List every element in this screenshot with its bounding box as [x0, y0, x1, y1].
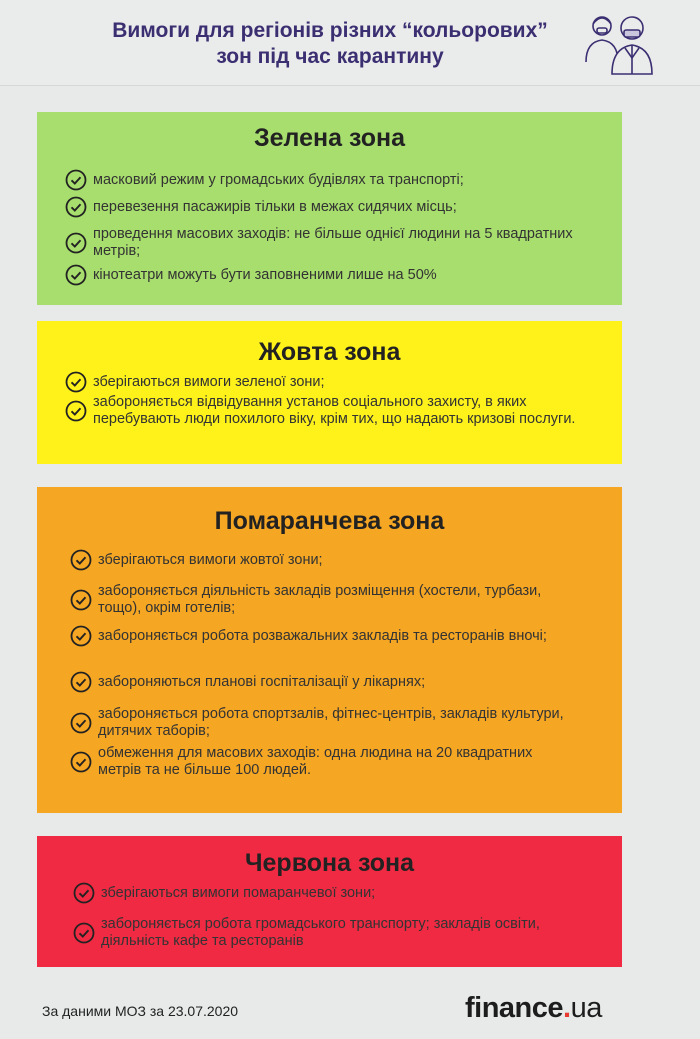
- list-item: [70, 549, 590, 571]
- item-text: кінотеатри можуть бути заповненими лише на 50%: [93, 266, 437, 283]
- logo-part2: ua: [570, 992, 602, 1024]
- item-text: забороняються планові госпіталізації у лікарнях;: [98, 673, 426, 690]
- check-icon: [70, 751, 92, 773]
- item-text: зберігаються вимоги помаранчевої зони;: [101, 884, 376, 901]
- page-title: [60, 18, 600, 70]
- yellow-zone: [37, 321, 622, 464]
- item-text: забороняється робота спортзалів, фітнес-центрів, закладів культури, дитячих таборів;: [98, 706, 564, 739]
- finance-ua-logo[interactable]: [465, 992, 602, 1025]
- list-item: [70, 706, 570, 740]
- title-line-2: зон під час карантину: [216, 45, 444, 68]
- list-item: [73, 916, 573, 950]
- item-text: обмеження для масових заходів: одна людина на 20 квадратних метрів та не більше 100 людей.: [98, 745, 533, 778]
- logo-dot: .: [563, 992, 571, 1024]
- item-text: зберігаються вимоги зеленої зони;: [93, 373, 325, 390]
- green-zone: [37, 112, 622, 305]
- red-zone: [37, 836, 622, 967]
- list-item: [65, 264, 585, 286]
- check-icon: [70, 549, 92, 571]
- check-icon: [65, 264, 87, 286]
- check-icon: [70, 671, 92, 693]
- zone-title-red: Червона зона: [244, 849, 415, 877]
- zone-title-orange: Помаранчева зона: [214, 507, 445, 535]
- check-icon: [70, 712, 92, 734]
- item-text: забороняється відвідування установ соціального захисту, в яких перебувають люди похилого віку, крім тих, що надають кризові послуги.: [93, 394, 576, 427]
- zone-title-green: Зелена зона: [253, 124, 406, 152]
- check-icon: [65, 400, 87, 422]
- item-text: зберігаються вимоги жовтої зони;: [98, 551, 323, 568]
- list-item: [65, 169, 585, 191]
- check-icon: [65, 196, 87, 218]
- list-item: [70, 745, 570, 779]
- list-item: [65, 394, 585, 428]
- list-item: [65, 196, 585, 218]
- check-icon: [65, 169, 87, 191]
- orange-zone: [37, 487, 622, 813]
- item-text: забороняється робота громадського транспорту; закладів освіти, діяльність кафе та ресторанів: [101, 916, 540, 949]
- check-icon: [70, 625, 92, 647]
- check-icon: [65, 232, 87, 254]
- source-note: За даними МОЗ за 23.07.2020: [42, 1003, 239, 1019]
- list-item: [73, 882, 593, 904]
- check-icon: [70, 589, 92, 611]
- title-line-1: Вимоги для регіонів різних “кольорових”: [112, 19, 548, 42]
- item-text: забороняється діяльність закладів розміщення (хостели, турбази, тощо), окрім готелів;: [98, 583, 542, 616]
- item-text: масковий режим у громадських будівлях та транспорті;: [93, 171, 464, 188]
- item-text: перевезення пасажирів тільки в межах сидячих місць;: [93, 198, 457, 215]
- logo-part1: finance: [465, 992, 564, 1024]
- header: [0, 0, 700, 86]
- list-item: [70, 583, 570, 617]
- list-item: [65, 371, 585, 393]
- check-icon: [73, 882, 95, 904]
- check-icon: [65, 371, 87, 393]
- list-item: [70, 671, 590, 693]
- people-icon: [580, 6, 660, 80]
- item-text: забороняється робота розважальних закладів та ресторанів вночі;: [98, 627, 547, 644]
- list-item: [70, 625, 590, 647]
- check-icon: [73, 922, 95, 944]
- zone-title-yellow: Жовта зона: [258, 338, 401, 366]
- list-item: [65, 226, 585, 260]
- item-text: проведення масових заходів: не більше однієї людини на 5 квадратних метрів;: [93, 226, 573, 259]
